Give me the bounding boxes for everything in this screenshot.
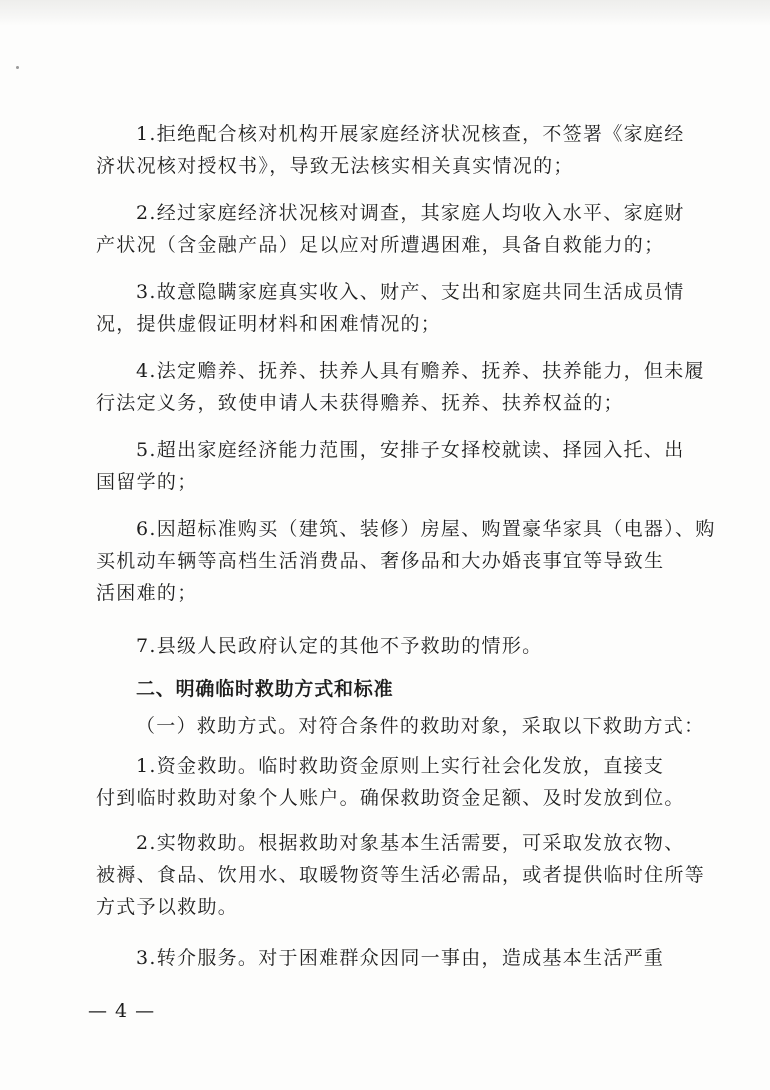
item-line: 2.经过家庭经济状况核对调查，其家庭人均收入水平、家庭财 — [136, 202, 685, 224]
item-line: 4.法定赡养、抚养、扶养人具有赡养、抚养、扶养能力，但未履 — [136, 360, 705, 382]
section-heading — [96, 673, 676, 705]
ineligible-item-4 — [96, 355, 705, 419]
method-item-3 — [96, 942, 676, 974]
item-line: 6.因超标准购买（建筑、装修）房屋、购置豪华家具（电器）、购 — [136, 518, 716, 540]
method-line: 方式予以救助。 — [96, 896, 239, 918]
section-heading-text: 二、明确临时救助方式和标准 — [136, 678, 394, 700]
item-line: 国留学的； — [96, 471, 198, 493]
item-line: 1.拒绝配合核对机构开展家庭经济状况核查，不签署《家庭经 — [136, 123, 685, 145]
ineligible-item-6 — [96, 513, 716, 609]
item-line: 买机动车辆等高档生活消费品、奢侈品和大办婚丧事宜等导致生 — [96, 550, 665, 572]
method-line: 付到临时救助对象个人账户。确保救助资金足额、及时发放到位。 — [96, 787, 685, 809]
item-line: 活困难的； — [96, 582, 198, 604]
ineligible-item-2 — [96, 197, 685, 261]
method-item-2 — [96, 827, 706, 923]
ineligible-item-7 — [96, 630, 676, 662]
scan-edge-shadow — [0, 0, 770, 26]
ineligible-item-1 — [96, 118, 685, 182]
item-line: 5.超出家庭经济能力范围，安排子女择校就读、择园入托、出 — [136, 439, 685, 461]
method-line: 3.转介服务。对于困难群众因同一事由，造成基本生活严重 — [136, 947, 665, 969]
ineligible-item-3 — [96, 276, 685, 340]
ineligible-item-5 — [96, 434, 685, 498]
page-number: — 4 — — [88, 1000, 156, 1022]
item-line: 产状况（含金融产品）足以应对所遭遇困难，具备自救能力的； — [96, 234, 665, 256]
subsection-intro-text: （一）救助方式。对符合条件的救助对象，采取以下救助方式： — [136, 715, 705, 737]
method-line: 1.资金救助。临时救助资金原则上实行社会化发放，直接支 — [136, 755, 665, 777]
item-line: 济状况核对授权书》，导致无法核实相关真实情况的； — [96, 155, 574, 177]
method-item-1 — [96, 750, 685, 814]
item-line: 3.故意隐瞒家庭真实收入、财产、支出和家庭共同生活成员情 — [136, 281, 685, 303]
item-line: 7.县级人民政府认定的其他不予救助的情形。 — [136, 635, 543, 657]
item-line: 况，提供虚假证明材料和困难情况的； — [96, 313, 442, 335]
subsection-intro — [96, 710, 705, 742]
method-line: 2.实物救助。根据救助对象基本生活需要，可采取发放衣物、 — [136, 832, 685, 854]
scan-speck — [16, 66, 19, 69]
item-line: 行法定义务，致使申请人未获得赡养、抚养、扶养权益的； — [96, 392, 624, 414]
method-line: 被褥、食品、饮用水、取暖物资等生活必需品，或者提供临时住所等 — [96, 864, 706, 886]
